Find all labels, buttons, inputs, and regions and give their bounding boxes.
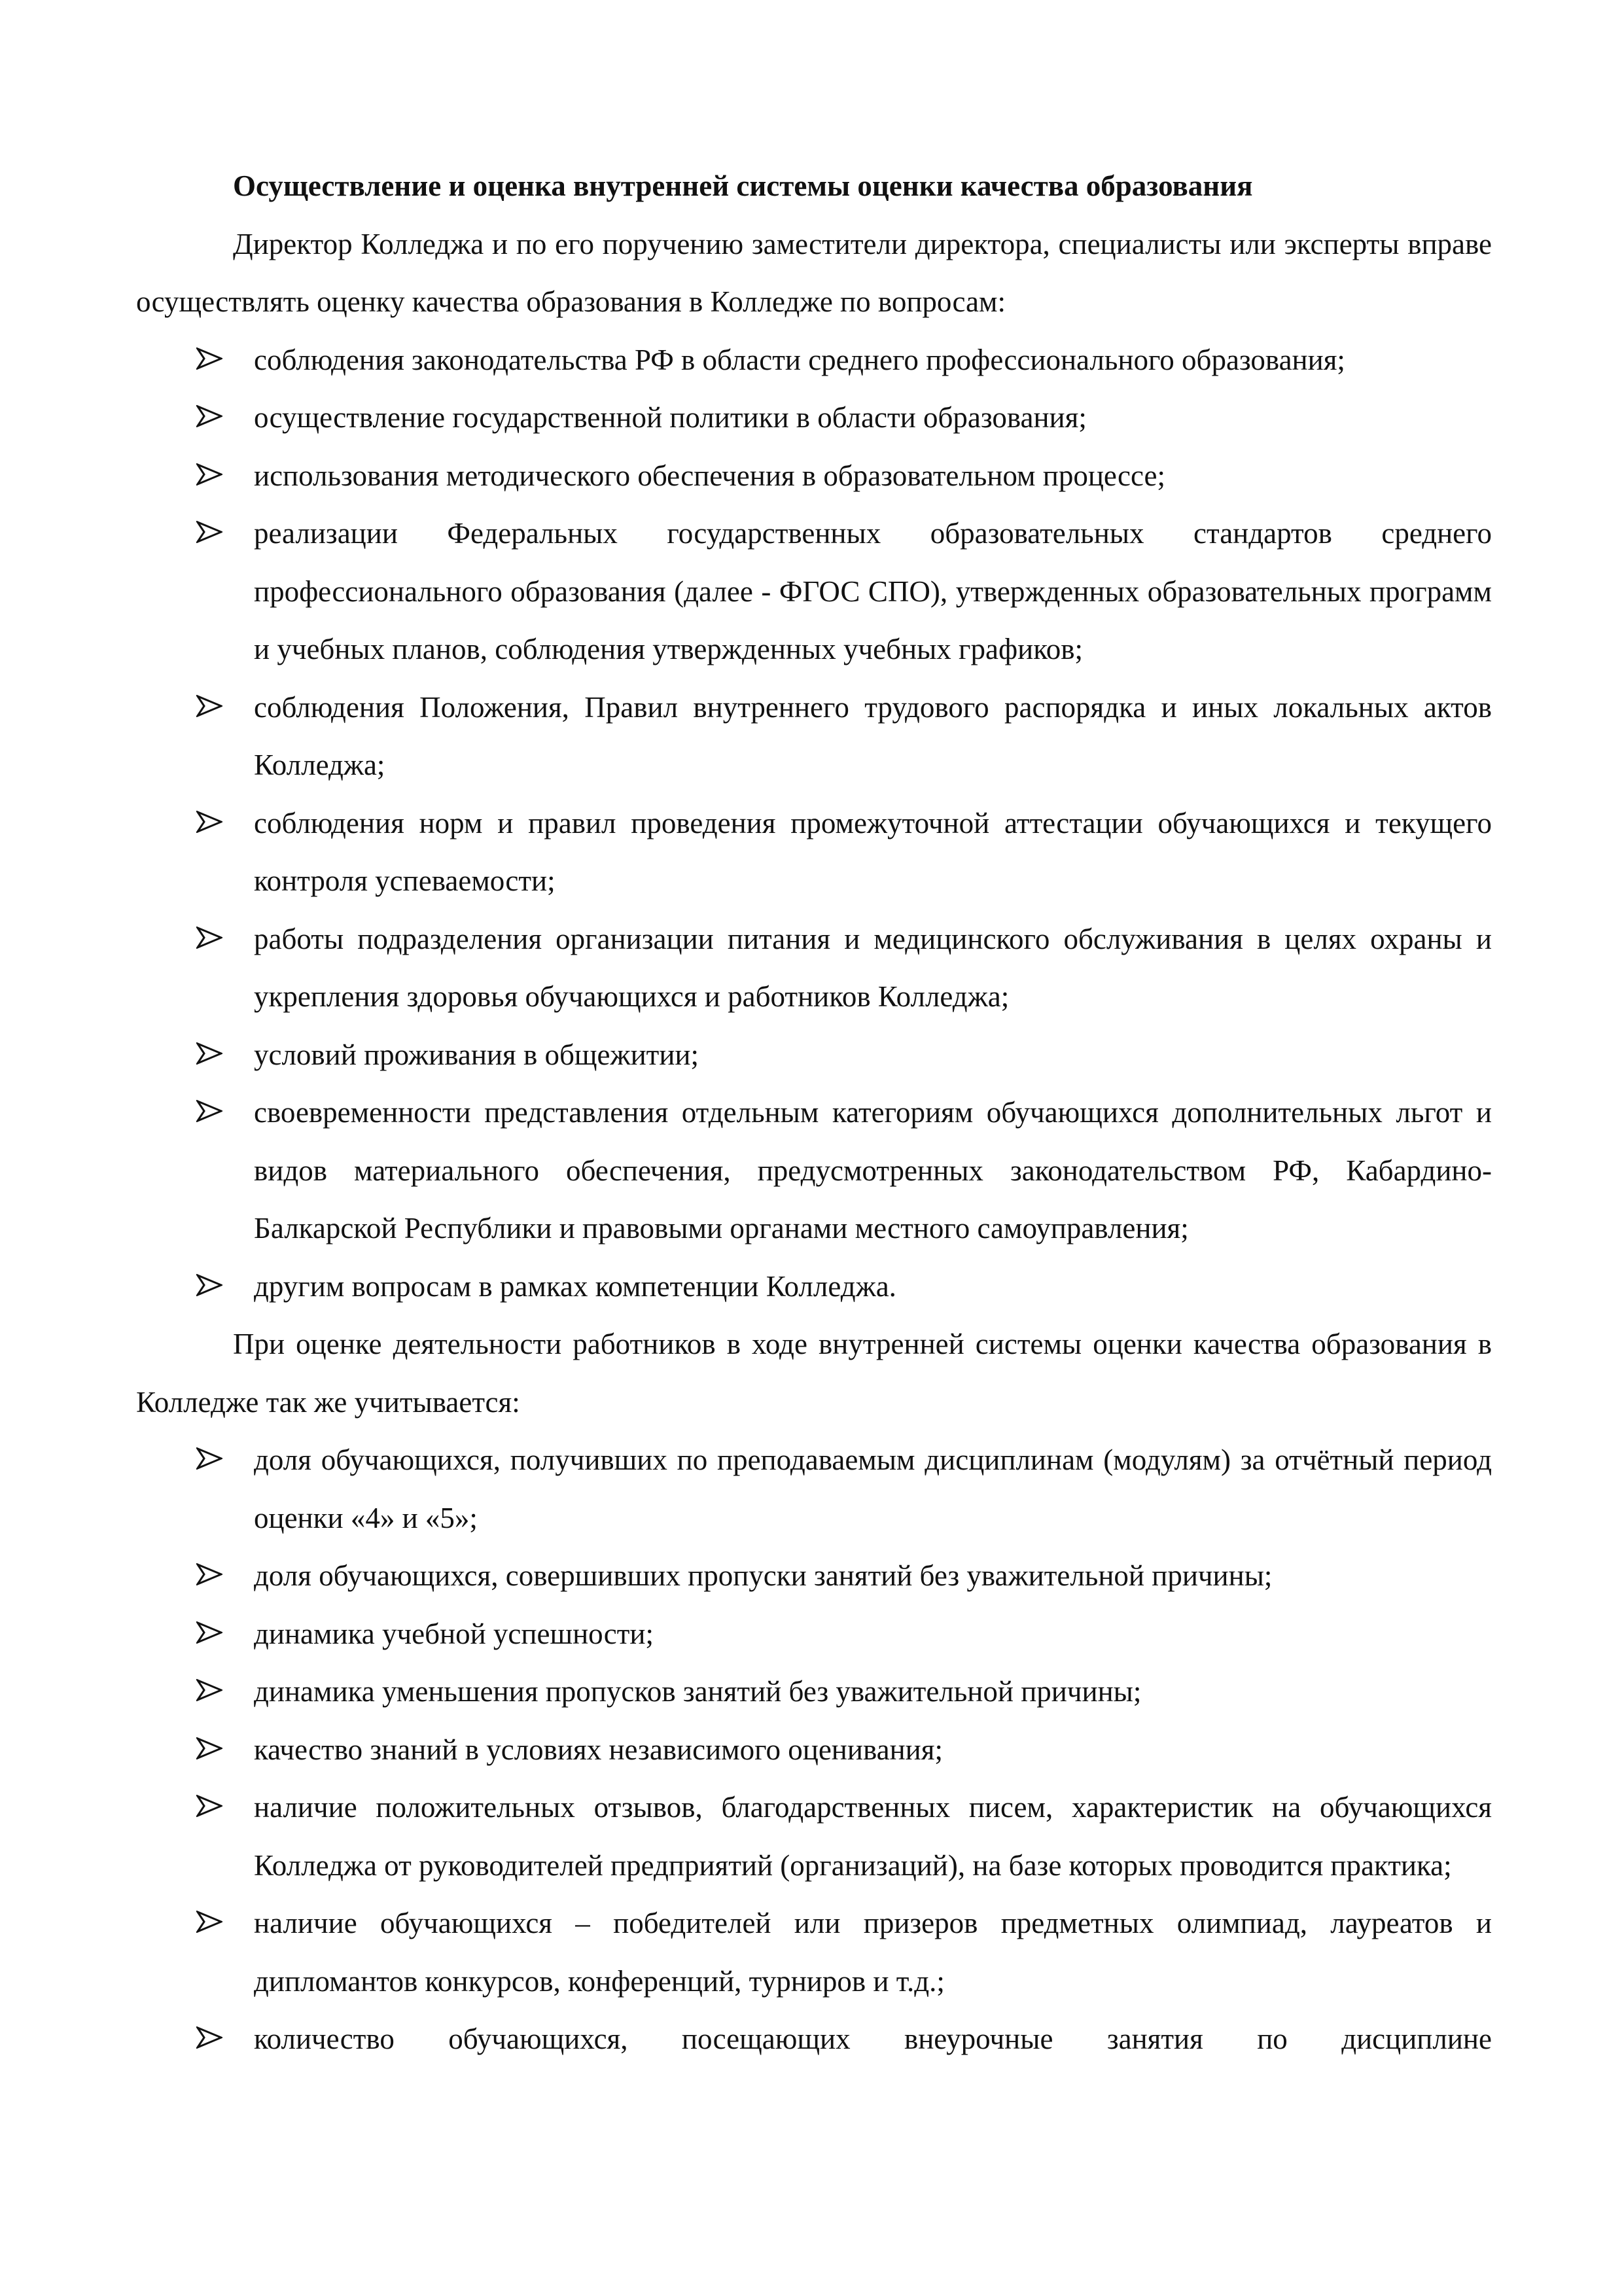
arrowhead-bullet-icon (196, 1274, 222, 1296)
list-item: реализации Федеральных государственных образовательных стандартов среднего профессионального образования (далее - ФГОС СПО), утвержденных образовательных программ и учебных планов, соблюдения утвержденных учебных графиков; (136, 504, 1492, 679)
list-item: соблюдения законодательства РФ в области среднего профессионального образования; (136, 331, 1492, 389)
intro-paragraph: Директор Колледжа и по его поручению заместители директора, специалисты или эксперты вправе осуществлять оценку качества образования в Колледже по вопросам: (136, 227, 1492, 318)
section-title: Осуществление и оценка внутренней системы оценки качества образования (233, 169, 1253, 202)
list-item: доля обучающихся, совершивших пропуски занятий без уважительной причины; (136, 1547, 1492, 1605)
arrowhead-bullet-icon (196, 1042, 222, 1065)
criteria-list-two (136, 1431, 1492, 2068)
list-item: качество знаний в условиях независимого оценивания; (136, 1721, 1492, 1779)
list-item: другим вопросам в рамках компетенции Колледжа. (136, 1258, 1492, 1316)
arrowhead-bullet-icon (196, 1679, 222, 1701)
second-paragraph: При оценке деятельности работников в ходе внутренней системы оценки качества образования в Колледже так же учитывается: (136, 1328, 1492, 1419)
list-item: наличие положительных отзывов, благодарственных писем, характеристик на обучающихся Колледжа от руководителей предприятий (организаций), на базе которых проводится практика; (136, 1778, 1492, 1894)
arrowhead-bullet-icon (196, 521, 222, 543)
arrowhead-bullet-icon (196, 1737, 222, 1759)
arrowhead-bullet-icon (196, 405, 222, 427)
list-item: соблюдения Положения, Правил внутреннего трудового распорядка и иных локальных актов Колледжа; (136, 679, 1492, 794)
arrowhead-bullet-icon (196, 463, 222, 486)
arrowhead-bullet-icon (196, 2026, 222, 2049)
arrowhead-bullet-icon (196, 695, 222, 717)
arrowhead-bullet-icon (196, 347, 222, 370)
list-item: соблюдения норм и правил проведения промежуточной аттестации обучающихся и текущего контроля успеваемости; (136, 794, 1492, 910)
arrowhead-bullet-icon (196, 1563, 222, 1585)
list-item: своевременности представления отдельным категориям обучающихся дополнительных льгот и видов материального обеспечения, предусмотренных законодательством РФ, Кабардино-Балкарской Республики и правовыми органами местного самоуправления; (136, 1084, 1492, 1258)
list-item: работы подразделения организации питания и медицинского обслуживания в целях охраны и укрепления здоровья обучающихся и работников Колледжа; (136, 910, 1492, 1026)
list-item: динамика уменьшения пропусков занятий без уважительной причины; (136, 1663, 1492, 1721)
arrowhead-bullet-icon (196, 1795, 222, 1817)
criteria-list-one (136, 331, 1492, 1316)
list-item: количество обучающихся, посещающих внеурочные занятия по дисциплине (136, 2010, 1492, 2068)
arrowhead-bullet-icon (196, 811, 222, 833)
arrowhead-bullet-icon (196, 1621, 222, 1644)
list-item: использования методического обеспечения в образовательном процессе; (136, 447, 1492, 505)
arrowhead-bullet-icon (196, 1911, 222, 1933)
list-item: динамика учебной успешности; (136, 1605, 1492, 1663)
document-page (136, 157, 1492, 2068)
list-item: наличие обучающихся – победителей или призеров предметных олимпиад, лауреатов и дипломантов конкурсов, конференций, турниров и т.д.; (136, 1894, 1492, 2010)
arrowhead-bullet-icon (196, 1100, 222, 1122)
list-item: осуществление государственной политики в области образования; (136, 389, 1492, 447)
arrowhead-bullet-icon (196, 927, 222, 949)
arrowhead-bullet-icon (196, 1447, 222, 1470)
list-item: доля обучающихся, получивших по преподаваемым дисциплинам (модулям) за отчётный период оценки «4» и «5»; (136, 1431, 1492, 1547)
list-item: условий проживания в общежитии; (136, 1026, 1492, 1084)
